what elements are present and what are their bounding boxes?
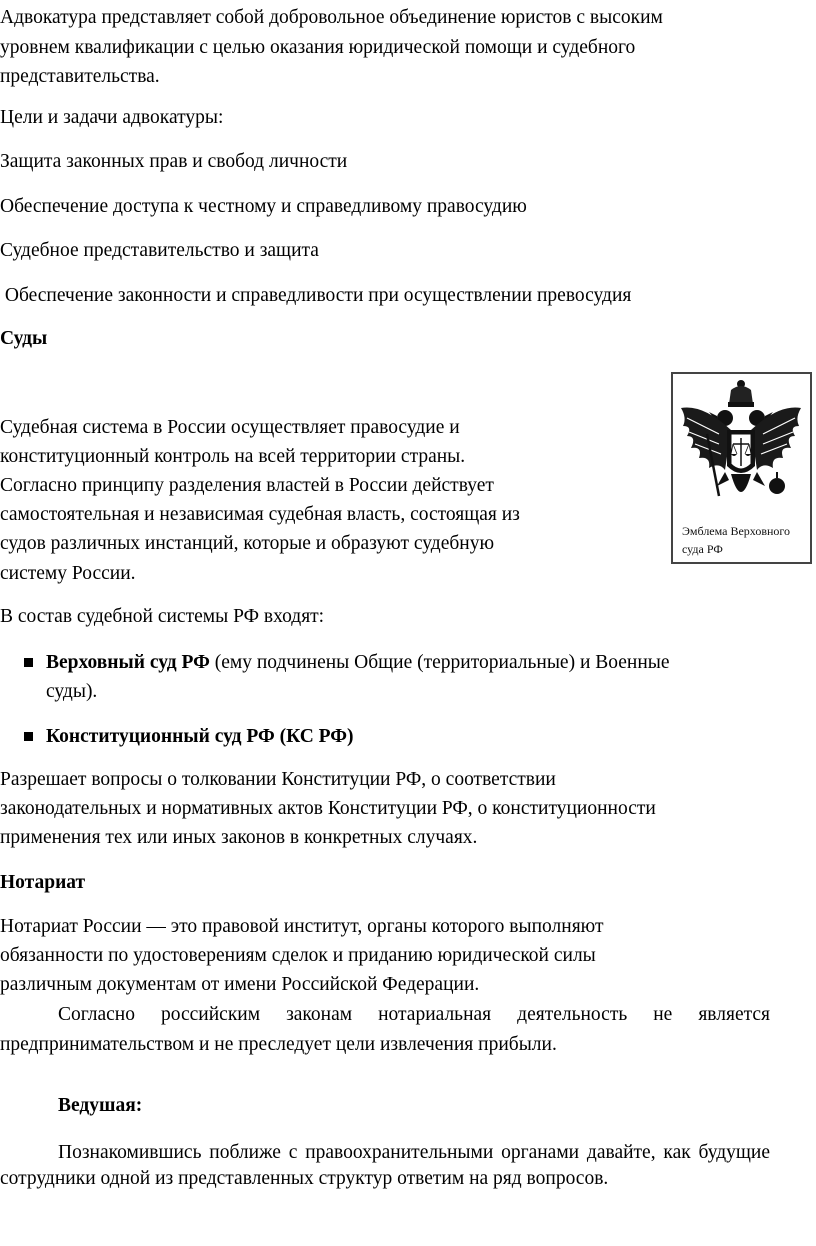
eagle-emblem-icon (673, 374, 810, 520)
goals-heading: Цели и задачи адвокатуры: (0, 107, 224, 128)
notary-line-3: различным документам от имени Российской Федерации. (0, 974, 480, 995)
courts-line-2: конституционный контроль на всей территории страны. (0, 446, 466, 467)
intro-line-2: уровнем квалификации с целью оказания юридической помощи и судебного (0, 37, 636, 58)
notary-line-1: Нотариат России — это правовой институт, органы которого выполняют (0, 916, 604, 937)
list-item-constitutional-court (24, 722, 794, 751)
bullet-square-icon (24, 658, 33, 667)
supreme-court-emblem (671, 372, 812, 564)
notary-heading: Нотариат (0, 872, 86, 893)
host-paragraph: Познакомившись поближе с правоохранительными органами давайте, как будущие сотрудники одной из представленных структур ответим на ряд вопросов. (0, 1142, 770, 1189)
composition-intro: В состав судебной системы РФ входят: (0, 606, 325, 627)
emblem-caption: Эмблема Верховного суда РФ (682, 524, 791, 556)
courts-line-3: Согласно принципу разделения властей в России действует (0, 475, 494, 496)
goal-item-1: Защита законных прав и свобод личности (0, 151, 348, 172)
notary-line-2: обязанности по удостоверениям сделок и приданию юридической силы (0, 945, 596, 966)
notary-paragraph-2: Согласно российским законам нотариальная деятельность не является предпринимательством и не преследует цели извлечения прибыли. (0, 1004, 770, 1055)
supreme-court-name: Верховный суд РФ (46, 652, 210, 673)
courts-line-5: судов различных инстанций, которые и образуют судебную (0, 533, 495, 554)
constitutional-line-1: Разрешает вопросы о толковании Конституции РФ, о соответствии (0, 769, 556, 790)
courts-heading: Суды (0, 328, 48, 349)
supreme-court-note-end: суды). (46, 681, 98, 702)
intro-line-1: Адвокатура представляет собой добровольное объединение юристов с высоким (0, 7, 663, 28)
list-item-supreme-court (24, 648, 794, 706)
courts-line-1: Судебная система в России осуществляет правосудие и (0, 417, 460, 438)
bullet-square-icon (24, 732, 33, 741)
constitutional-court-name: Конституционный суд РФ (КС РФ) (46, 726, 354, 747)
intro-line-3: представительства. (0, 66, 160, 87)
courts-line-4: самостоятельная и независимая судебная власть, состоящая из (0, 504, 520, 525)
supreme-court-note: (ему подчинены Общие (территориальные) и Военные (209, 652, 670, 673)
constitutional-line-3: применения тех или иных законов в конкретных случаях. (0, 827, 478, 848)
goal-item-2: Обеспечение доступа к честному и справедливому правосудию (0, 196, 527, 217)
goal-item-4: Обеспечение законности и справедливости при осуществлении превосудия (0, 285, 632, 306)
supreme-court-text (46, 648, 794, 706)
goal-item-3: Судебное представительство и защита (0, 240, 319, 261)
constitutional-line-2: законодательных и нормативных актов Конституции РФ, о конституционности (0, 798, 656, 819)
courts-line-6: систему России. (0, 563, 136, 584)
host-heading: Ведушая: (58, 1095, 143, 1116)
